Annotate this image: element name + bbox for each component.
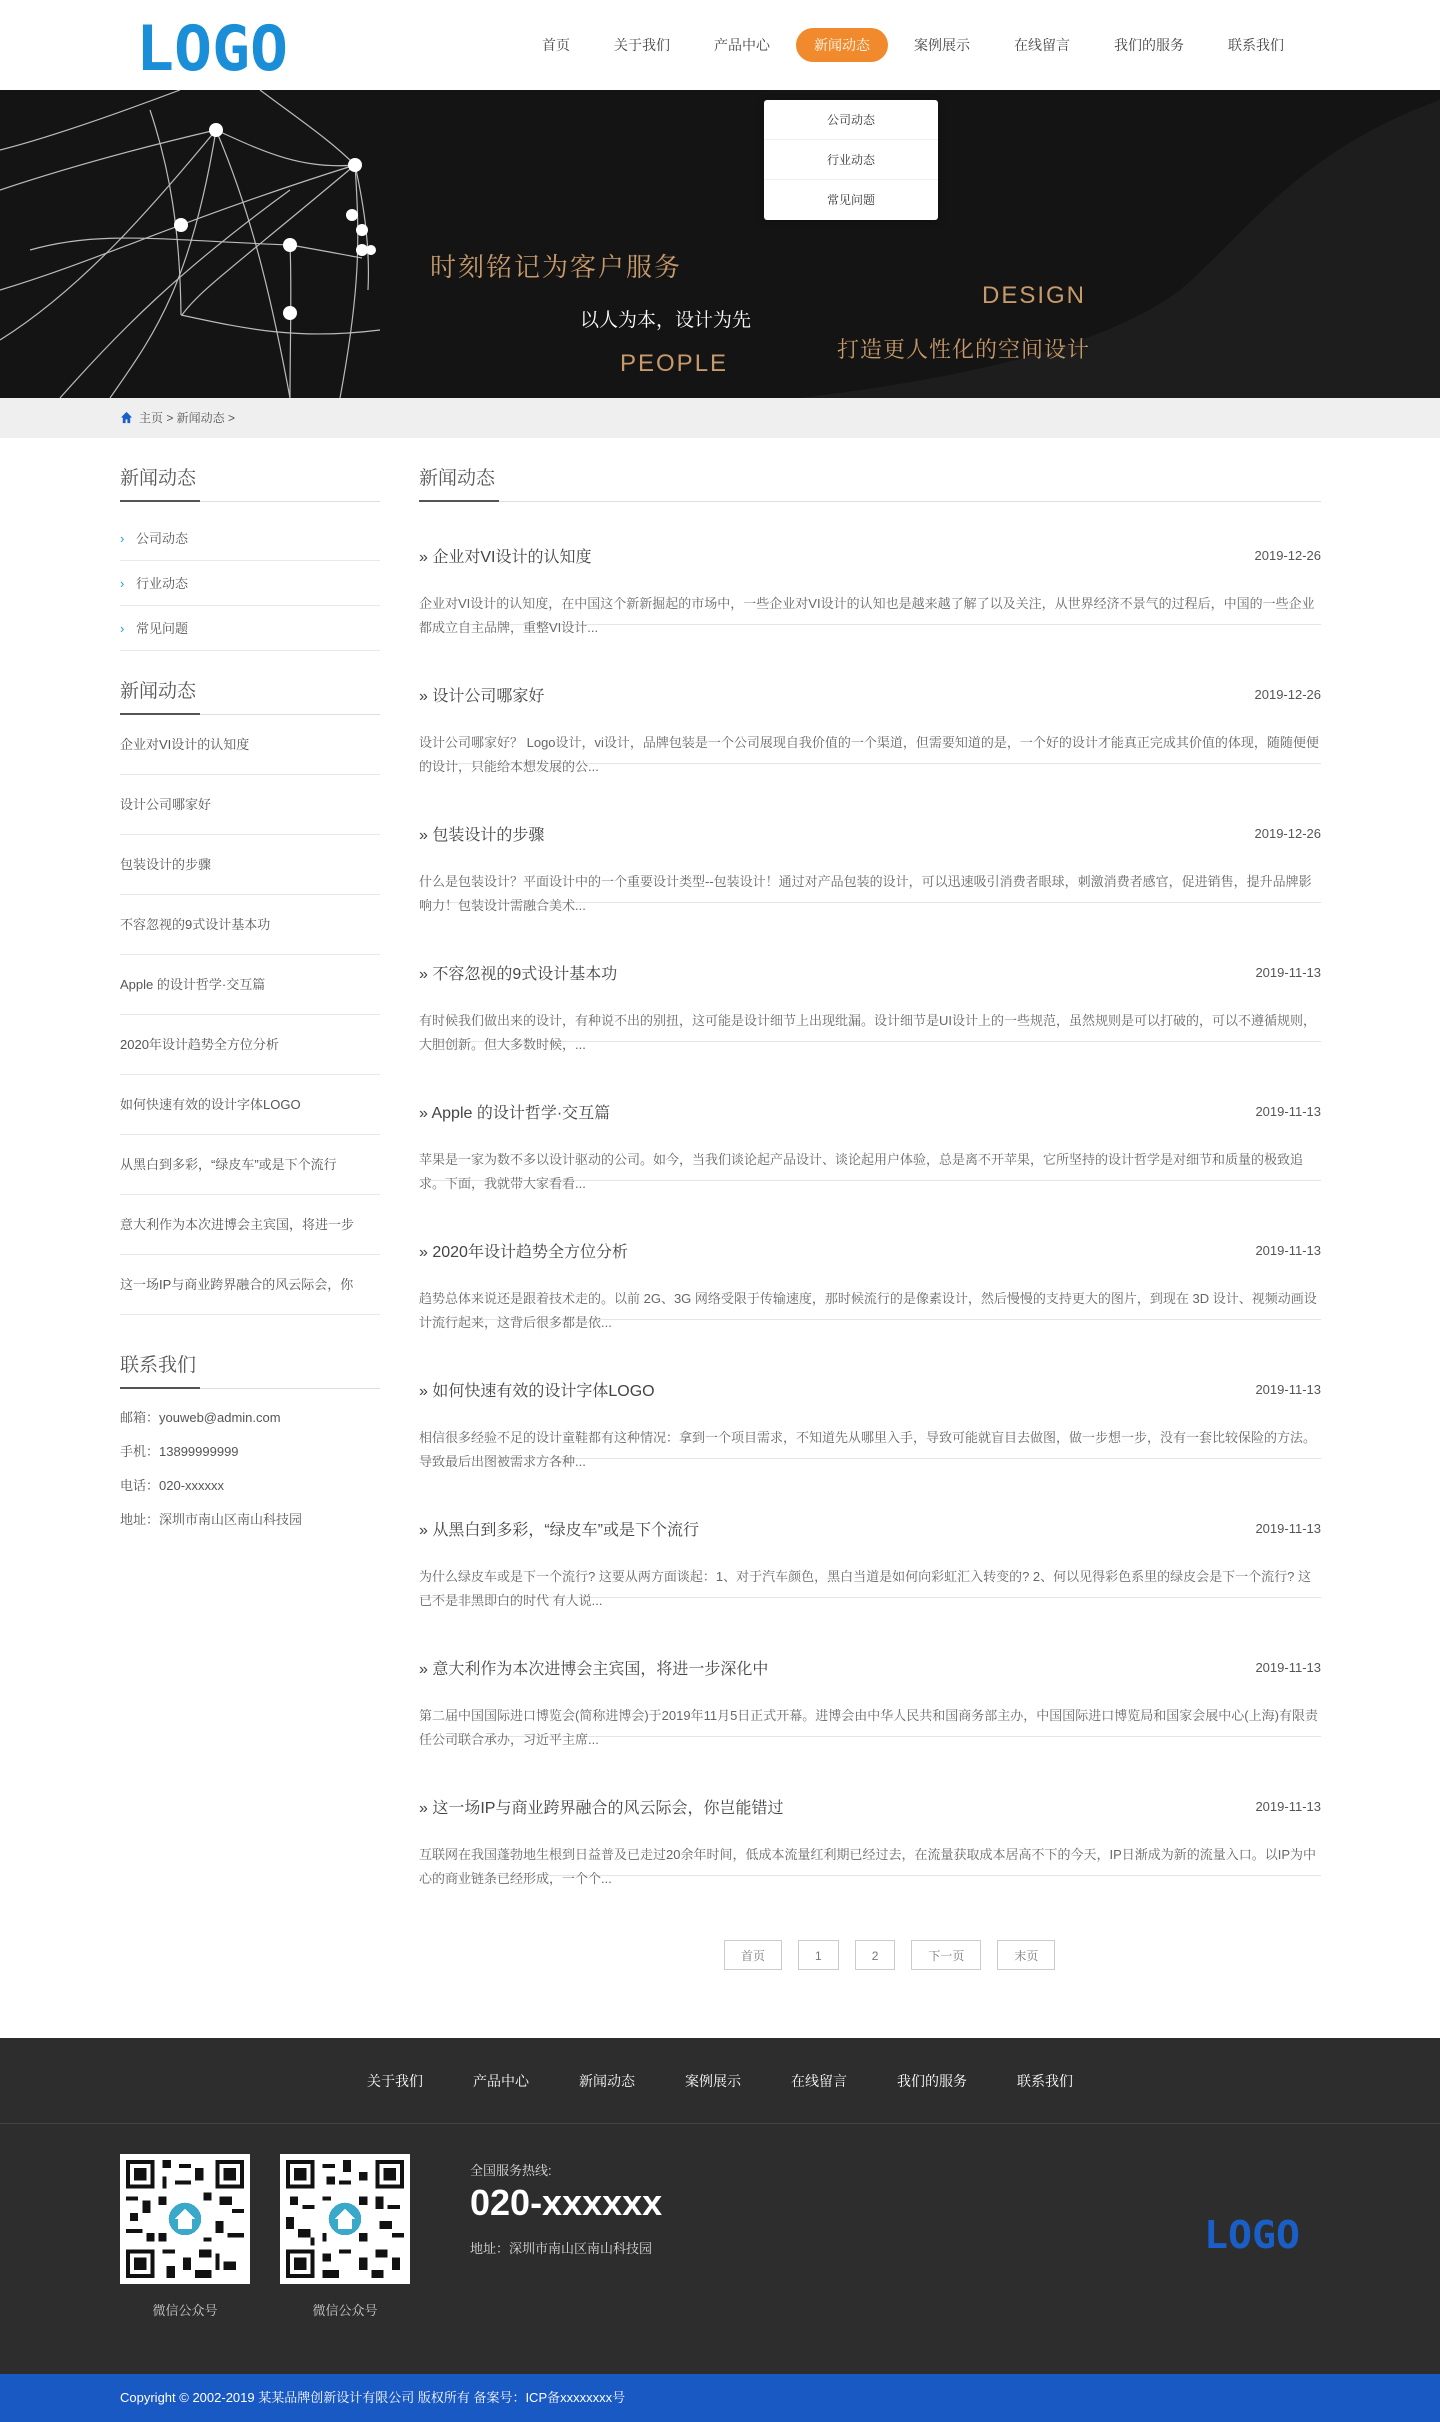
dropdown-item-faq[interactable]: 常见问题 (826, 193, 875, 207)
contact-phone: 电话：020-xxxxxx (120, 1478, 225, 1493)
copyright-bar (0, 2374, 1440, 2422)
footer-address: 地址：深圳市南山区南山科技园 (470, 2241, 653, 2256)
breadcrumb-text[interactable]: 主页 > 新闻动态 > (139, 411, 236, 425)
sidebar-news-title: 新闻动态 (120, 677, 380, 715)
sidebar-category-title: 新闻动态 (120, 464, 380, 502)
sidebar-item-company-news[interactable] (120, 516, 380, 561)
article-summary: 互联网在我国蓬勃地生根到日益普及已走过20余年时间，低成本流量红利期已经过去，在流量获取成本居高不下的今天，IP日渐成为新的流量入口。以IP为中心的商业链条已经形成，一个个... (419, 1847, 1317, 1886)
list-item[interactable] (419, 1320, 1321, 1469)
list-item[interactable] (419, 625, 1321, 774)
sidebar-contact-title: 联系我们 (120, 1351, 380, 1389)
pager-page-1[interactable]: 1 (798, 1940, 839, 1970)
article-summary: 为什么绿皮车或是下一个流行? 这要从两方面谈起：1、对于汽车颜色，黑白当道是如何向彩虹汇入转变的? 2、何以见得彩色系里的绿皮会是下一个流行? 这已不是非黑即白的时代 有人说... (419, 1569, 1311, 1608)
list-item[interactable] (419, 1459, 1321, 1608)
qr-code-image (280, 2154, 410, 2284)
list-item[interactable] (419, 764, 1321, 913)
article-date: 2019-11-13 (1255, 1521, 1321, 1536)
article-title[interactable]: » 这一场IP与商业跨界融合的风云际会，你岂能错过 (419, 1800, 784, 1817)
article-summary: 第二届中国国际进口博览会(简称进博会)于2019年11月5日正式开幕。进博会由中华人民共和国商务部主办，中国国际进口博览局和国家会展中心(上海)有限责任公司联合承办，习近平主席... (419, 1708, 1318, 1747)
article-title[interactable]: » 包装设计的步骤 (419, 827, 545, 844)
chevron-right-icon: › (120, 576, 125, 591)
list-item[interactable] (419, 903, 1321, 1052)
article-summary: 设计公司哪家好？ Logo设计，vi设计，品牌包装是一个公司展现自我价值的一个渠道，但需要知道的是，一个好的设计才能真正完成其价值的体现，随随便便的设计，只能给本想发展的公... (419, 735, 1319, 774)
sidebar-news-link[interactable]: 设计公司哪家好 (120, 775, 380, 835)
banner-tagline: 打造更人性化的空间设计 (837, 337, 1091, 362)
svg-text:LOGO: LOGO (136, 18, 288, 74)
sidebar-news-link[interactable]: 这一场IP与商业跨界融合的风云际会，你 (120, 1255, 380, 1315)
nav-about[interactable]: 关于我们 (614, 37, 670, 53)
nav-message[interactable]: 在线留言 (1014, 37, 1070, 53)
nav-products[interactable]: 产品中心 (714, 37, 770, 53)
contact-address: 地址：深圳市南山区南山科技园 (120, 1512, 303, 1527)
list-item[interactable] (419, 1737, 1321, 1886)
footer-link-contact[interactable]: 联系我们 (1017, 2072, 1073, 2089)
sidebar-news-link[interactable]: 2020年设计趋势全方位分析 (120, 1015, 380, 1075)
footer-link-products[interactable]: 产品中心 (473, 2072, 529, 2089)
qr-label: 微信公众号 (312, 2303, 378, 2318)
footer-link-cases[interactable]: 案例展示 (685, 2072, 741, 2089)
copyright-text: Copyright © 2002-2019 某某品牌创新设计有限公司 版权所有 备案号：ICP备xxxxxxxx号 (120, 2390, 626, 2405)
sidebar-news-link[interactable]: 从黑白到多彩，“绿皮车”或是下个流行 (120, 1135, 380, 1195)
footer-link-news[interactable]: 新闻动态 (579, 2072, 635, 2089)
article-title[interactable]: » 企业对VI设计的认知度 (419, 549, 592, 566)
sidebar (120, 464, 380, 1537)
nav-contact[interactable]: 联系我们 (1228, 37, 1284, 53)
sidebar-news-link[interactable]: 意大利作为本次进博会主宾国，将进一步 (120, 1195, 380, 1255)
article-summary: 什么是包装设计？平面设计中的一个重要设计类型--包装设计！通过对产品包装的设计，可以迅速吸引消费者眼球，刺激消费者感官，促进销售，提升品牌影响力！包装设计需融合美术... (419, 874, 1312, 913)
breadcrumb (0, 398, 1440, 438)
footer-logo[interactable] (1204, 2216, 1300, 2250)
contact-mobile: 手机：13899999999 (120, 1444, 239, 1459)
pager-next[interactable]: 下一页 (911, 1940, 981, 1970)
article-date: 2019-11-13 (1255, 1799, 1321, 1814)
article-title[interactable]: » 2020年设计趋势全方位分析 (419, 1244, 628, 1261)
article-title[interactable]: » 意大利作为本次进博会主宾国，将进一步深化中 (419, 1661, 769, 1678)
qr-code-image (120, 2154, 250, 2284)
article-date: 2019-11-13 (1255, 1660, 1321, 1675)
footer (0, 2038, 1440, 2374)
article-title[interactable]: » 如何快速有效的设计字体LOGO (419, 1383, 655, 1400)
article-title[interactable]: » 不容忽视的9式设计基本功 (419, 966, 618, 983)
sidebar-item-industry-news[interactable] (120, 561, 380, 606)
page-title: 新闻动态 (419, 464, 1321, 502)
site-logo[interactable] (136, 18, 288, 74)
footer-link-message[interactable]: 在线留言 (791, 2072, 847, 2089)
nav-cases[interactable]: 案例展示 (914, 37, 970, 53)
chevron-right-icon: › (120, 531, 125, 546)
footer-nav (0, 2038, 1440, 2124)
sidebar-news-link[interactable]: Apple 的设计哲学·交互篇 (120, 955, 380, 1015)
list-item[interactable] (419, 1181, 1321, 1330)
sidebar-news-link[interactable]: 包装设计的步骤 (120, 835, 380, 895)
article-summary: 企业对VI设计的认知度，在中国这个新新掘起的市场中，一些企业对VI设计的认知也是越来越了解了以及关注，从世界经济不景气的过程后，中国的一些企业都成立自主品牌，重整VI设计... (419, 596, 1315, 635)
pager-first[interactable]: 首页 (724, 1940, 782, 1970)
footer-link-services[interactable]: 我们的服务 (897, 2072, 967, 2089)
pager-page-2[interactable]: 2 (855, 1940, 896, 1970)
article-date: 2019-11-13 (1255, 1243, 1321, 1258)
contact-email: 邮箱：youweb@admin.com (120, 1410, 281, 1425)
nav-news[interactable]: 新闻动态 (796, 28, 888, 62)
footer-link-about[interactable]: 关于我们 (367, 2072, 423, 2089)
article-date: 2019-11-13 (1255, 1382, 1321, 1397)
nav-home[interactable]: 首页 (542, 37, 570, 53)
article-summary: 趋势总体来说还是跟着技术走的。以前 2G、3G 网络受限于传输速度，那时候流行的是像素设计，然后慢慢的支持更大的图片，到现在 3D 设计、视频动画设计流行起来，这背后很多都是依... (419, 1291, 1317, 1330)
banner-slogan: 时刻铭记为客户服务 (430, 252, 683, 282)
article-summary: 有时候我们做出来的设计，有种说不出的别扭，这可能是设计细节上出现纰漏。设计细节是UI设计上的一些规范，虽然规则是可以打破的，可以不遵循规则，大胆创新。但大多数时候，... (419, 1013, 1317, 1052)
banner-design: DESIGN (982, 282, 1087, 309)
qr-label: 微信公众号 (152, 2303, 218, 2318)
nav-services[interactable]: 我们的服务 (1114, 37, 1184, 53)
banner-subtitle: 以人为本，设计为先 (580, 310, 752, 331)
sidebar-item-label: 常见问题 (136, 621, 189, 636)
sidebar-item-label: 行业动态 (136, 576, 189, 591)
sidebar-item-faq[interactable] (120, 606, 380, 651)
home-icon[interactable] (120, 411, 133, 424)
article-date: 2019-12-26 (1254, 687, 1321, 702)
list-item[interactable] (419, 1598, 1321, 1747)
article-summary: 苹果是一家为数不多以设计驱动的公司。如今，当我们谈论起产品设计、谈论起用户体验，总是离不开苹果，它所坚持的设计哲学是对细节和质量的极致追求。下面，我就带大家看看... (419, 1152, 1304, 1191)
list-item[interactable] (419, 1042, 1321, 1191)
hotline-label: 全国服务热线: (470, 2163, 552, 2178)
chevron-right-icon: › (120, 621, 125, 636)
pagination (724, 1940, 1071, 1970)
svg-text:LOGO: LOGO (1204, 2216, 1300, 2250)
article-title[interactable]: » 设计公司哪家好 (419, 688, 545, 705)
banner-people: PEOPLE (620, 350, 729, 377)
pager-last[interactable]: 末页 (997, 1940, 1055, 1970)
article-date: 2019-11-13 (1255, 1104, 1321, 1119)
hero-banner (0, 90, 1440, 398)
sidebar-news-link[interactable]: 企业对VI设计的认知度 (120, 715, 380, 775)
header (0, 0, 1440, 90)
main-nav (520, 28, 1306, 62)
sidebar-news-link[interactable]: 不容忽视的9式设计基本功 (120, 895, 380, 955)
dropdown-item-company-news[interactable]: 公司动态 (764, 100, 938, 140)
hotline-number: 020-xxxxxx (470, 2182, 663, 2223)
news-dropdown-menu (764, 100, 938, 220)
article-date: 2019-12-26 (1254, 826, 1321, 841)
article-summary: 相信很多经验不足的设计童鞋都有这种情况：拿到一个项目需求，不知道先从哪里入手，导致可能就盲目去做图，做一步想一步，没有一套比较保险的方法。导致最后出图被需求方各种... (419, 1430, 1317, 1469)
dropdown-item-industry-news[interactable]: 行业动态 (764, 140, 938, 180)
sidebar-item-label: 公司动态 (136, 531, 189, 546)
article-title[interactable]: » Apple 的设计哲学·交互篇 (419, 1105, 611, 1122)
list-item[interactable] (419, 486, 1321, 635)
article-date: 2019-11-13 (1255, 965, 1321, 980)
article-date: 2019-12-26 (1254, 548, 1321, 563)
news-list (419, 464, 1321, 1886)
article-title[interactable]: » 从黑白到多彩，“绿皮车”或是下个流行 (419, 1522, 700, 1539)
sidebar-news-link[interactable]: 如何快速有效的设计字体LOGO (120, 1075, 380, 1135)
